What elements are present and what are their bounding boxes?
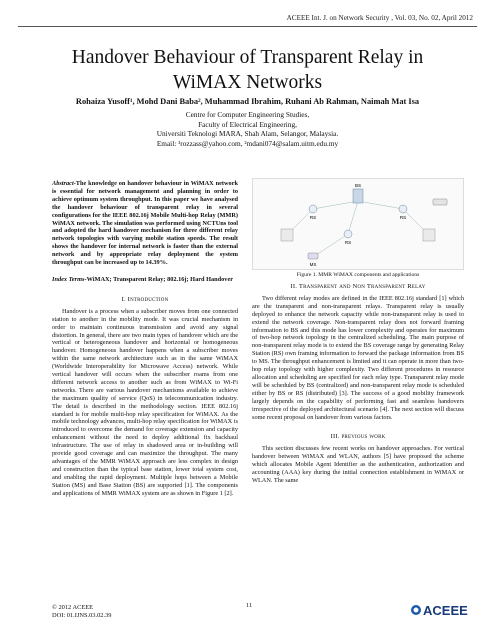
rs-label: RS <box>399 215 407 220</box>
abstract-text: The knowledge on handover behaviour in WiMAX network is essential for network management and planning in order to achieve optimum system throughput. In this paper we have analysed the handover behaviour of transparent relay in several configurations for the IEEE 802.16j Mobile Multi-hop Relay (MMR) WiMAX network. The simulation was performed using NCTUns tool and adopted the hard handover mechanism for three different relay network topologies with varying mobile station speeds. The result shows the handover for internal network is faster than the external network and by appropriate relay deployment the system throughput can be increased up to 14.39%. <box>52 180 238 267</box>
previous-work-paragraph: This section discusses few recent works on handover approaches. For vertical handover between WiMAX and WLAN, authors [5] have proposed the scheme which allocates Mobile Agent Identifier as the authentication, authorization and accounting (AAA) key during the initial connection establishment in WiMAX or WLAN. The same <box>252 445 464 484</box>
affiliation-line: Universiti Teknologi MARA, Shah Alam, Selangor, Malaysia. <box>156 129 339 139</box>
running-head: ACEEE Int. J. on Network Security , Vol. 03, No. 02, April 2012 <box>286 14 473 22</box>
rs-label: RS <box>309 215 317 220</box>
figure-caption: Figure 1. MMR WiMAX components and applications <box>296 272 420 278</box>
paper-authors: Rohaiza Yusoff¹, Mohd Dani Baba², Muhammad Ibrahim, Ruhani Ab Rahman, Naimah Mat Isa <box>75 97 420 106</box>
section-heading-introduction: I. Introduction <box>121 295 169 303</box>
affiliation-line: Faculty of Electrical Engineering, <box>198 119 297 129</box>
right-column <box>252 283 464 485</box>
figure-mmr-wimax <box>252 178 464 270</box>
building-icon <box>281 229 435 241</box>
index-terms <box>52 276 238 284</box>
relay-station-icon <box>309 205 317 220</box>
copyright-text: © 2012 ACEEE <box>52 604 94 611</box>
index-terms-label: Index Terms- <box>52 275 87 283</box>
section-heading-relay: II. Transparent and Non Transparent Relay <box>290 283 426 290</box>
affiliation-block <box>40 110 455 149</box>
mobile-station-icon <box>308 253 318 267</box>
page-number: 11 <box>246 602 253 609</box>
relay-station-icon <box>399 205 407 220</box>
logo-text: ACEEE <box>423 603 468 618</box>
index-terms-text: WiMAX; Transparent Relay; 802.16j; Hard Handover <box>86 275 234 283</box>
affiliation-email: Email: ¹rozzass@yahoo.com, ²mdani074@salam.uitm.edu.my <box>156 139 339 149</box>
header-rule <box>18 26 477 27</box>
aceee-logo <box>409 600 471 620</box>
intro-paragraph: Handover is a process when a subscriber moves from one connected station to another in the mobility mode. It was crucial mechanism in order to maintain continuous transmission and avoid any signal distortion. In general, there are two main types of handover which are the vertical or heterogeneous handover and horizontal or homogeneous handover. Homogeneous handover happens when a subscriber moves within the same network architecture such as in the same WiMAX (Worldwide Interoperability for Microwave Access) network. While vertical handover will occurs when the subscriber roams from one different network access to another such as from WiMAX to Wi-Fi networks. There are various handover mechanisms available to achieve the maximum quality of service (QoS) in telecommunication industry. The detail is described in the methodology section. IEEE 802.16j standard is for mobile multi-hop relay specification for WiMAX. As the mobile technology advances, multi-hop relay specification for WiMAX is introduced to overcome the demand for coverage extension and capacity enhancement without the need to deploy additional fix backhaul infrastructure. The use of relay in shadowed area or in-building will provide good coverage and can maximize the throughput. The many advantages of the MMR WiMAX approach are less complex in design and construction than the typical base station, lower total system cost, and enabling the rapid deployment. Multiple hops between a Mobile Station (MS) and Base Station (BS) are supported [1]. The components and applications of MMR WiMAX system are as shown in Figure 1 [2]. <box>52 307 238 497</box>
vehicle-icon <box>433 199 447 205</box>
footer-left <box>52 604 111 620</box>
ms-label: MS <box>309 262 317 267</box>
mmr-wimax-diagram <box>253 179 465 271</box>
affiliation-line: Centre for Computer Engineering Studies, <box>185 110 310 119</box>
abstract-label: Abstract- <box>52 180 76 187</box>
paper-title: Handover Behaviour of Transparent Relay in WiMAX Networks <box>71 47 424 93</box>
doi-text: DOI: 01.IJNS.03.02.39 <box>52 612 112 620</box>
section-heading-previous-work: III. previous work <box>330 433 386 441</box>
left-column <box>52 180 238 498</box>
bs-label: BS <box>354 183 362 188</box>
abstract <box>52 180 238 267</box>
relay-station-icon <box>344 230 352 245</box>
relay-paragraph: Two different relay modes are defined in the IEEE 802.16j standard [1] which are the transparent and non-transparent relays. Transparent relay is usually deployed to enhance the network capacity while non-transparent relay is used to extend the network coverage. Non-transparent relay does not forward framing information to BS and this mode has lower complexity and operates for maximum of two-hop network topology in the centralized scheduling. The main purpose of non-transparent relay mode is to extend the BS coverage range by generating Relay Station (RS) own framing information to forward the package information from BS to MS. The throughput enhancement is limited and it can operate in more than two-hop relay topology with higher complexity. Two different procedures in resource allocation and scheduling are specified for each relay type. Transparent relay mode will be scheduled by BS (centralized) and non-transparent relay mode is scheduled either by BS or RS (distributed) [3]. The success of a good mobility framework largely depends on the capability of performing fast and seamless handovers irrespective of the deployed architectural scenario [4]. The next section will discuss some recent proposal on handover from various factors. <box>252 294 464 421</box>
base-station-icon <box>353 183 363 203</box>
rs-label: RS <box>344 240 352 245</box>
